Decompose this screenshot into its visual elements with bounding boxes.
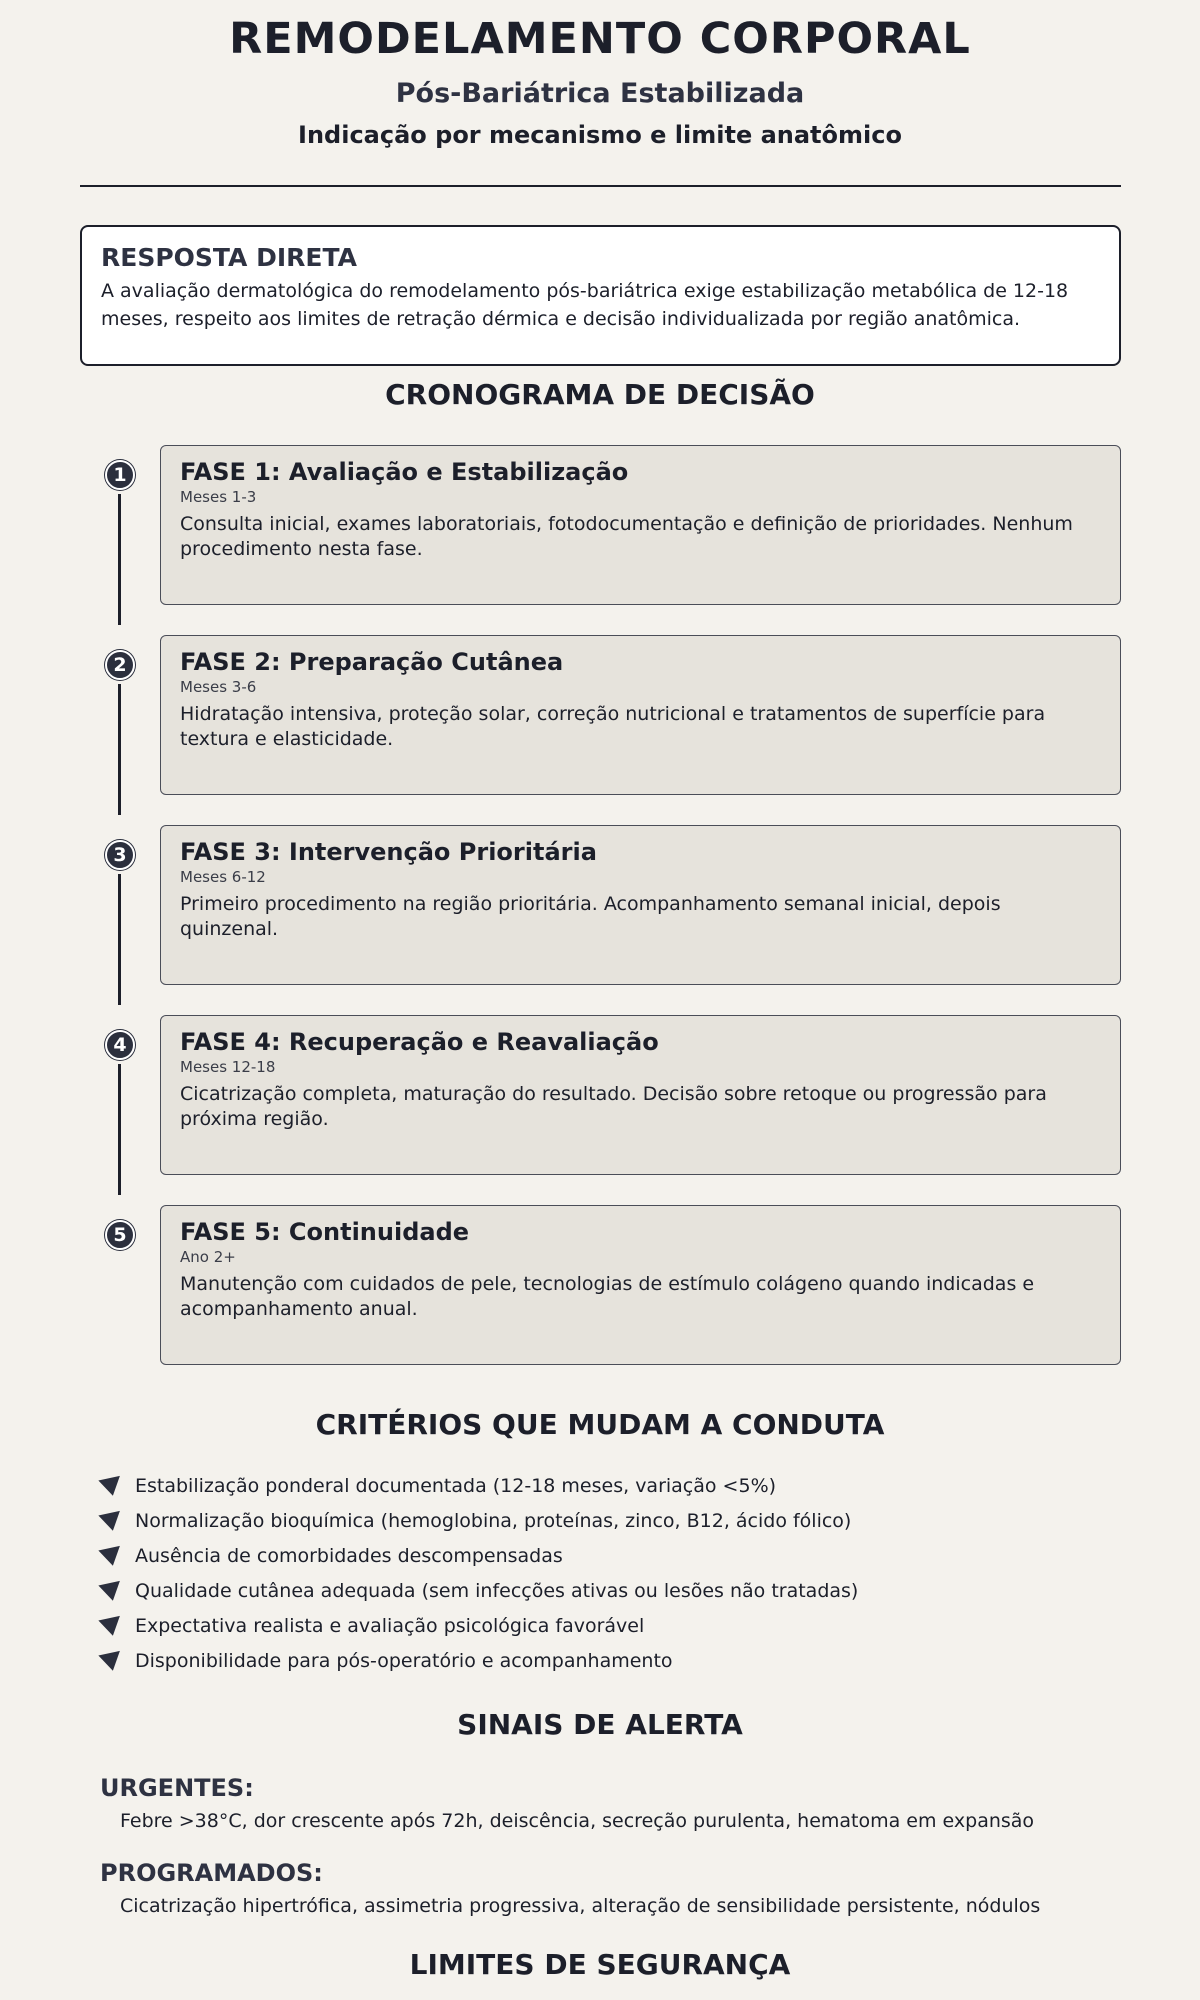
timeline-connector (118, 684, 121, 815)
list-item (100, 1613, 1120, 1648)
phase-number-badge: 3 (105, 840, 135, 870)
phase-period: Ano 2+ (180, 1248, 236, 1266)
criteria-title: CRITÉRIOS QUE MUDAM A CONDUTA (315, 1408, 885, 1441)
list-item (100, 1508, 1120, 1543)
list-item (100, 1648, 1120, 1683)
triangle-bullet-icon (98, 1651, 123, 1673)
timeline-phase (0, 444, 1200, 634)
phase-number-badge: 5 (105, 1220, 135, 1250)
criteria-item-text: Estabilização ponderal documentada (12-18 meses, variação <5%) (135, 1475, 777, 1497)
direct-answer-heading: RESPOSTA DIRETA (101, 243, 357, 272)
safety-title: LIMITES DE SEGURANÇA (409, 1948, 791, 1981)
phase-title: FASE 2: Preparação Cutânea (180, 648, 564, 676)
criteria-item-text: Expectativa realista e avaliação psicológica favorável (135, 1615, 645, 1637)
criteria-item-text: Normalização bioquímica (hemoglobina, proteínas, zinco, B12, ácido fólico) (135, 1510, 852, 1532)
timeline-connector (118, 874, 121, 1005)
phase-title: FASE 4: Recuperação e Reavaliação (180, 1028, 659, 1056)
direct-answer-text: A avaliação dermatológica do remodelamento pós-bariátrica exige estabilização metabólica de 12-18 meses, respeito aos limites de retração dérmica e decisão individualizada por região anatômica. (101, 280, 1069, 330)
phase-period: Meses 12-18 (180, 1058, 276, 1076)
phase-title: FASE 3: Intervenção Prioritária (180, 838, 597, 866)
phase-title: FASE 1: Avaliação e Estabilização (180, 458, 629, 486)
phase-period: Meses 1-3 (180, 488, 257, 506)
list-item (100, 1578, 1120, 1613)
list-item (100, 1473, 1120, 1508)
direct-answer-box (80, 225, 1121, 366)
timeline-phase (0, 1204, 1200, 1394)
criteria-item-text: Ausência de comorbidades descompensadas (135, 1545, 563, 1567)
phase-card (160, 825, 1121, 985)
phase-description: Consulta inicial, exames laboratoriais, fotodocumentação e definição de prioridades. Nenhum procedimento nesta fase. (180, 513, 1073, 560)
phase-period: Meses 3-6 (180, 678, 257, 696)
phase-card (160, 1015, 1121, 1175)
phase-period: Meses 6-12 (180, 868, 266, 886)
phase-number-badge: 1 (105, 460, 135, 490)
timeline-connector (118, 494, 121, 625)
phase-description: Manutenção com cuidados de pele, tecnologias de estímulo colágeno quando indicadas e acompanhamento anual. (180, 1273, 1035, 1320)
triangle-bullet-icon (98, 1476, 123, 1498)
header-divider (80, 185, 1121, 187)
phase-number-badge: 4 (105, 1030, 135, 1060)
scheduled-alerts-text: Cicatrização hipertrófica, assimetria progressiva, alteração de sensibilidade persistente, nódulos (120, 1895, 1041, 1917)
page-subtitle: Pós-Bariátrica Estabilizada (395, 78, 805, 109)
phase-title: FASE 5: Continuidade (180, 1218, 470, 1246)
timeline-phase (0, 634, 1200, 824)
phase-description: Cicatrização completa, maturação do resultado. Decisão sobre retoque ou progressão para próxima região. (180, 1083, 1047, 1130)
criteria-item-text: Disponibilidade para pós-operatório e acompanhamento (135, 1650, 673, 1672)
page-tagline: Indicação por mecanismo e limite anatômico (298, 121, 902, 149)
phase-card (160, 445, 1121, 605)
phase-description: Primeiro procedimento na região prioritária. Acompanhamento semanal inicial, depois quinzenal. (180, 893, 1001, 940)
urgent-alerts-label: URGENTES: (100, 1774, 254, 1802)
phase-number-badge: 2 (105, 650, 135, 680)
phase-description: Hidratação intensiva, proteção solar, correção nutricional e tratamentos de superfície para textura e elasticidade. (180, 703, 1046, 750)
triangle-bullet-icon (98, 1511, 123, 1533)
triangle-bullet-icon (98, 1616, 123, 1638)
alerts-title: SINAIS DE ALERTA (457, 1708, 743, 1741)
timeline-title: CRONOGRAMA DE DECISÃO (385, 378, 815, 411)
urgent-alerts-text: Febre >38°C, dor crescente após 72h, deiscência, secreção purulenta, hematoma em expansão (120, 1810, 1035, 1832)
timeline-phase (0, 1014, 1200, 1204)
phase-card (160, 1205, 1121, 1365)
list-item (100, 1543, 1120, 1578)
timeline-phase (0, 824, 1200, 1014)
timeline-connector (118, 1064, 121, 1195)
criteria-item-text: Qualidade cutânea adequada (sem infecções ativas ou lesões não tratadas) (135, 1580, 859, 1602)
phase-card (160, 635, 1121, 795)
triangle-bullet-icon (98, 1546, 123, 1568)
scheduled-alerts-label: PROGRAMADOS: (100, 1859, 323, 1887)
triangle-bullet-icon (98, 1581, 123, 1603)
criteria-list (100, 1473, 1120, 1683)
page-title: REMODELAMENTO CORPORAL (229, 14, 971, 64)
